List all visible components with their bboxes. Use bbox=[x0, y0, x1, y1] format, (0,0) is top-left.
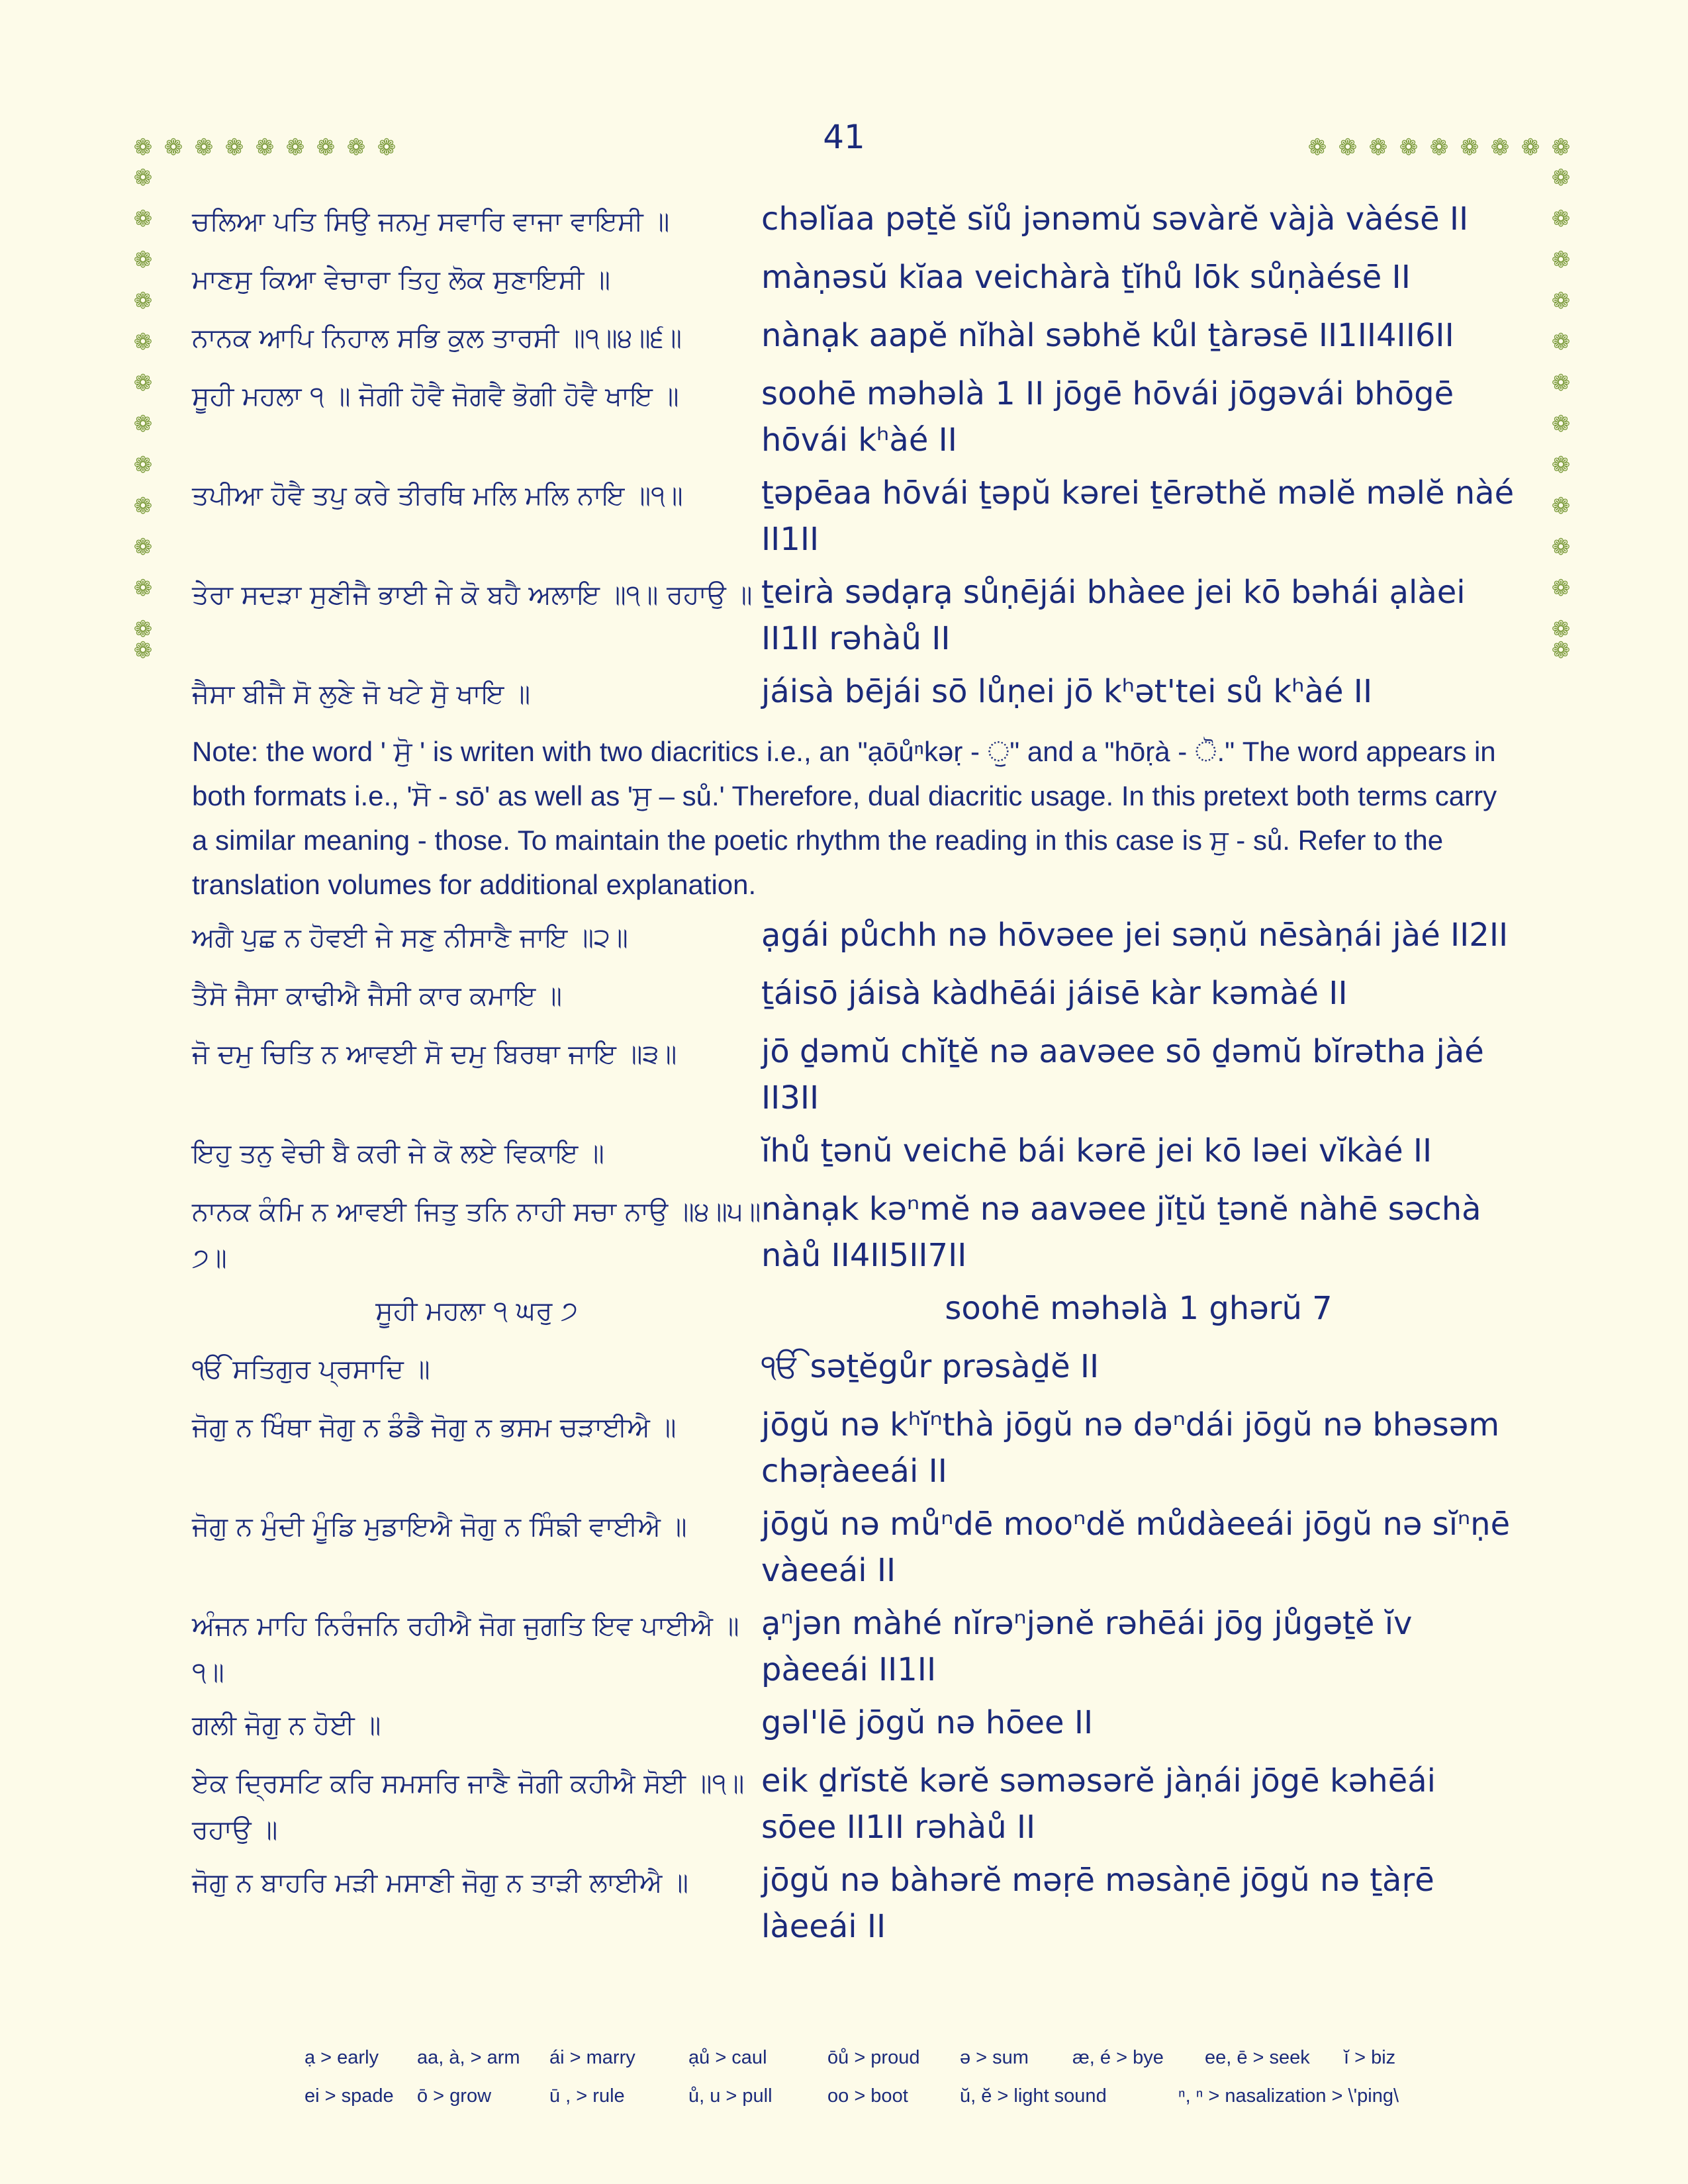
flower-icon: ❁ bbox=[1368, 134, 1388, 161]
gurmukhi-line: ਤੇਰਾ ਸਦੜਾ ਸੁਣੀਜੈ ਭਾਈ ਜੇ ਕੋ ਬਹੈ ਅਲਾਇ ॥੧॥ ਰਹਾਉ ॥ bbox=[192, 580, 753, 610]
flower-icon: ❁ bbox=[194, 134, 214, 161]
transliteration-line: ạⁿjən màhé nĭrəⁿjənĕ rəhēái jōg jůgəṯĕ ĭv pàeeái II1II bbox=[761, 1605, 1413, 1688]
flower-icon: ❁ bbox=[1551, 534, 1571, 561]
legend-item: ạů > caul bbox=[688, 2046, 767, 2068]
flower-icon: ❁ bbox=[1551, 134, 1571, 161]
legend-item: æ, é > bye bbox=[1072, 2046, 1164, 2068]
legend-item: ái > marry bbox=[549, 2046, 635, 2068]
transliteration-line: jáisà bējái sō lůṇei jō kʰət'tei sů kʰàé II bbox=[761, 673, 1373, 710]
flower-icon: ❁ bbox=[133, 493, 153, 520]
verse-row bbox=[192, 1343, 1516, 1402]
transliteration-line: ṯeirà sədạrạ sůṇējái bhàee jei kō bəhái ạlàei II1II rəhàů II bbox=[761, 574, 1466, 657]
transliteration-line: chəlĭaa pəṯĕ sĭů jənəmŭ səvàrĕ vàjà vàésē II bbox=[761, 201, 1469, 238]
page-number: 41 bbox=[823, 118, 865, 156]
flower-icon: ❁ bbox=[1551, 493, 1571, 520]
legend-row bbox=[305, 2038, 1470, 2077]
transliteration-line: ĭhů ṯənŭ veichē bái kərē jei kō ləei vĭkàé II bbox=[761, 1132, 1432, 1169]
gurmukhi-line: ਨਾਨਕ ਆਪਿ ਨਿਹਾਲ ਸਭਿ ਕੁਲ ਤਾਰਸੀ ॥੧॥੪॥੬॥ bbox=[192, 323, 682, 353]
flower-icon: ❁ bbox=[133, 616, 153, 643]
transliteration-line: jōgŭ nə kʰĭⁿthà jōgŭ nə dəⁿdái jōgŭ nə bhəsəm chəṛàeeái II bbox=[761, 1406, 1500, 1490]
flower-icon: ❁ bbox=[133, 329, 153, 355]
transliteration-line: ạgái půchh nə hōvəee jei səṇŭ nēsàṇái jàé II2II bbox=[761, 917, 1509, 954]
flower-icon: ❁ bbox=[1551, 165, 1571, 191]
transliteration-line: ṯəpēaa hōvái ṯəpŭ kərei ṯērəthĕ məlĕ məlĕ nàé II1II bbox=[761, 475, 1515, 558]
transliteration-line: jōgŭ nə můⁿdē mooⁿdĕ můdàeeái jōgŭ nə sĭⁿṇē vàeeái II bbox=[761, 1506, 1511, 1589]
flower-icon: ❁ bbox=[164, 134, 183, 161]
pronunciation-legend bbox=[305, 2038, 1470, 2115]
gurmukhi-line: ਜੋਗੁ ਨ ਮੁੰਦੀ ਮੂੰਡਿ ਮੁਡਾਇਐ ਜੋਗੁ ਨ ਸਿੰਙੀ ਵਾਈਐ ॥ bbox=[192, 1512, 687, 1542]
flower-icon: ❁ bbox=[1551, 288, 1571, 314]
verse-row bbox=[192, 1758, 1516, 1857]
transliteration-line: jō ḏəmŭ chĭṯĕ nə aavəee sō ḏəmŭ bĭrətha jàé II3II bbox=[761, 1033, 1484, 1116]
flower-icon: ❁ bbox=[133, 411, 153, 437]
legend-item: ə > sum bbox=[960, 2046, 1029, 2068]
section-heading bbox=[192, 1285, 1516, 1343]
flower-icon: ❁ bbox=[1551, 616, 1571, 643]
transliteration-line: gəl'lē jōgŭ nə hōee II bbox=[761, 1704, 1094, 1741]
verse-row bbox=[192, 470, 1516, 569]
verse-row bbox=[192, 1402, 1516, 1501]
gurmukhi-line: ਤੈਸੋ ਜੈਸਾ ਕਾਢੀਐ ਜੈਸੀ ਕਾਰ ਕਮਾਇ ॥ bbox=[192, 981, 562, 1011]
flower-icon: ❁ bbox=[133, 288, 153, 314]
flower-icon: ❁ bbox=[316, 134, 336, 161]
legend-item: ŭ, ĕ > light sound bbox=[960, 2085, 1107, 2107]
flower-icon: ❁ bbox=[1551, 452, 1571, 478]
gurmukhi-line: ਨਾਨਕ ਕੰਮਿ ਨ ਆਵਈ ਜਿਤੁ ਤਨਿ ਨਾਹੀ ਸਚਾ ਨਾਉ ॥੪॥੫॥੭॥ bbox=[192, 1197, 761, 1273]
flower-icon: ❁ bbox=[346, 134, 366, 161]
legend-item: ⁿ, ⁿ > nasalization > \'ping\ bbox=[1178, 2085, 1399, 2107]
gurmukhi-line: ਤਪੀਆ ਹੋਵੈ ਤਪੁ ਕਰੇ ਤੀਰਥਿ ਮਲਿ ਮਲਿ ਨਾਇ ॥੧॥ bbox=[192, 480, 683, 511]
flower-icon: ❁ bbox=[1551, 247, 1571, 273]
verse-row bbox=[192, 1700, 1516, 1758]
legend-item: ō > grow bbox=[417, 2085, 492, 2107]
flower-icon: ❁ bbox=[1460, 134, 1479, 161]
flower-icon: ❁ bbox=[1551, 575, 1571, 602]
legend-item: ū , > rule bbox=[549, 2085, 625, 2107]
flower-icon: ❁ bbox=[1307, 134, 1327, 161]
transliteration-line: soohē məhəlà 1 II jōgē hōvái jōgəvái bhōgē hōvái kʰàé II bbox=[761, 375, 1454, 459]
flower-icon: ❁ bbox=[133, 247, 153, 273]
gurmukhi-line: ਗਲੀ ਜੋਗੁ ਨ ਹੋਈ ॥ bbox=[192, 1710, 381, 1741]
verse-row bbox=[192, 196, 1516, 254]
flower-icon: ❁ bbox=[133, 134, 153, 161]
verse-row bbox=[192, 1186, 1516, 1285]
transliteration-line: ṯáisō jáisà kàdhēái jáisē kàr kəmàé II bbox=[761, 975, 1348, 1012]
heading-gurmukhi: ਸੂਹੀ ਮਹਲਾ ੧ ਘਰੁ ੭ bbox=[375, 1296, 578, 1326]
legend-item: ů, u > pull bbox=[688, 2085, 773, 2107]
flower-icon: ❁ bbox=[133, 534, 153, 561]
transliteration-line: jōgŭ nə bàhərĕ məṛē məsàṇē jōgŭ nə ṯàṛē làeeái II bbox=[761, 1862, 1434, 1945]
flower-icon: ❁ bbox=[255, 134, 275, 161]
verse-row bbox=[192, 912, 1516, 970]
flower-icon: ❁ bbox=[133, 452, 153, 478]
gurmukhi-line: ਮਾਣਸੁ ਕਿਆ ਵੇਚਾਰਾ ਤਿਹੁ ਲੋਕ ਸੁਣਾਇਸੀ ॥ bbox=[192, 265, 610, 295]
flower-icon: ❁ bbox=[1338, 134, 1358, 161]
footnote-text: Note: the word ' ਸੁੋ ' is writen with two diacritics i.e., an "ạōůⁿkəṛ - ੁ" and a "hōṛà - ੋ." The word appears in both formats i.e., 'ਸੋ - sō' as well as 'ਸੁ – sů.' Therefore, dual diacritic usage. In this pretext both terms carry a similar meaning - those. To maintain the poetic rhythm the reading in this case is ਸੁ - sů. Refer to the translation volumes for additional explanation. bbox=[192, 736, 1497, 900]
flower-icon: ❁ bbox=[1551, 411, 1571, 437]
flower-icon: ❁ bbox=[1399, 134, 1419, 161]
legend-item: ee, ē > seek bbox=[1205, 2046, 1310, 2068]
gurmukhi-line: ਇਹੁ ਤਨੁ ਵੇਚੀ ਬੈ ਕਰੀ ਜੇ ਕੋ ਲਏ ਵਿਕਾਇ ॥ bbox=[192, 1138, 604, 1169]
legend-item: ei > spade bbox=[305, 2085, 394, 2107]
verse-row bbox=[192, 371, 1516, 470]
flower-icon: ❁ bbox=[1551, 637, 1571, 664]
gurmukhi-line: ਜੋਗੁ ਨ ਬਾਹਰਿ ਮੜੀ ਮਸਾਣੀ ਜੋਗੁ ਨ ਤਾੜੀ ਲਾਈਐ ॥ bbox=[192, 1868, 688, 1898]
flower-icon: ❁ bbox=[1551, 206, 1571, 232]
flower-icon: ❁ bbox=[133, 575, 153, 602]
gurmukhi-line: ਅੰਜਨ ਮਾਹਿ ਨਿਰੰਜਨਿ ਰਹੀਐ ਜੋਗ ਜੁਗਤਿ ਇਵ ਪਾਈਐ ॥੧॥ bbox=[192, 1611, 739, 1688]
verse-row bbox=[192, 970, 1516, 1028]
verse-row bbox=[192, 569, 1516, 668]
gurmukhi-line: ਚਲਿਆ ਪਤਿ ਸਿਉ ਜਨਮੁ ਸਵਾਰਿ ਵਾਜਾ ਵਾਇਸੀ ॥ bbox=[192, 206, 670, 237]
flower-icon: ❁ bbox=[1521, 134, 1540, 161]
gurmukhi-line: ਅਗੈ ਪੁਛ ਨ ਹੋਵਈ ਜੇ ਸਣੁ ਨੀਸਾਣੈ ਜਾਇ ॥੨॥ bbox=[192, 923, 628, 953]
flower-icon: ❁ bbox=[133, 165, 153, 191]
flower-icon: ❁ bbox=[1429, 134, 1449, 161]
verse-row bbox=[192, 1600, 1516, 1700]
heading-transliteration: soohē məhəlà 1 ghərŭ 7 bbox=[945, 1290, 1333, 1327]
flower-icon: ❁ bbox=[1551, 370, 1571, 396]
gurmukhi-line: ਏਕ ਦ੍ਰਿਸਟਿ ਕਰਿ ਸਮਸਰਿ ਜਾਣੈ ਜੋਗੀ ਕਹੀਐ ਸੋਈ ॥੧॥ ਰਹਾਉ ॥ bbox=[192, 1768, 745, 1845]
verse-row bbox=[192, 254, 1516, 312]
legend-item: ōů > proud bbox=[827, 2046, 920, 2068]
transliteration-line: nànạk kəⁿmĕ nə aavəee jĭṯŭ ṯənĕ nàhē səchà nàů II4II5II7II bbox=[761, 1191, 1481, 1274]
flower-icon: ❁ bbox=[224, 134, 244, 161]
flower-icon: ❁ bbox=[377, 134, 397, 161]
flower-icon: ❁ bbox=[133, 206, 153, 232]
verse-row bbox=[192, 668, 1516, 721]
transliteration-line: ੴ səṯĕgůr prəsàḏĕ II bbox=[761, 1348, 1100, 1385]
gurmukhi-line: ੴ ਸਤਿਗੁਰ ਪ੍ਰਸਾਦਿ ॥ bbox=[192, 1354, 430, 1385]
transliteration-line: màṇəsŭ kĭaa veichàrà ṯĭhů lōk sůṇàésē II bbox=[761, 259, 1411, 296]
verse-content bbox=[192, 196, 1516, 1956]
transliteration-line: eik ḏrĭstĕ kərĕ səməsərĕ jàṇái jōgē kəhēái sōee II1II rəhàů II bbox=[761, 1762, 1436, 1846]
gurmukhi-line: ਜੋਗੁ ਨ ਖਿੰਥਾ ਜੋਗੁ ਨ ਡੰਡੈ ਜੋਗੁ ਨ ਭਸਮ ਚੜਾਈਐ ॥ bbox=[192, 1412, 677, 1443]
flower-icon: ❁ bbox=[1551, 329, 1571, 355]
transliteration-line: nànạk aapĕ nĭhàl səbhĕ kůl ṯàrəsē II1II4II6II bbox=[761, 317, 1454, 354]
gurmukhi-line: ਜੈਸਾ ਬੀਜੈ ਸੋ ਲੁਣੇ ਜੋ ਖਟੇ ਸੁੋ ਖਾਇ ॥ bbox=[192, 679, 531, 709]
legend-row bbox=[305, 2077, 1470, 2115]
legend-item: ĭ > biz bbox=[1344, 2046, 1396, 2068]
legend-item: ạ > early bbox=[305, 2046, 379, 2068]
flower-icon: ❁ bbox=[285, 134, 305, 161]
verse-row bbox=[192, 1028, 1516, 1128]
verse-row bbox=[192, 1501, 1516, 1600]
flower-icon: ❁ bbox=[133, 637, 153, 664]
legend-item: aa, à, > arm bbox=[417, 2046, 520, 2068]
gurmukhi-line: ਜੋ ਦਮੁ ਚਿਤਿ ਨ ਆਵਈ ਸੋ ਦਮੁ ਬਿਰਥਾ ਜਾਇ ॥੩॥ bbox=[192, 1039, 677, 1069]
flower-icon: ❁ bbox=[133, 370, 153, 396]
flower-icon: ❁ bbox=[1490, 134, 1510, 161]
legend-item: oo > boot bbox=[827, 2085, 908, 2107]
verse-row bbox=[192, 1128, 1516, 1186]
verse-row bbox=[192, 312, 1516, 371]
verse-row bbox=[192, 1857, 1516, 1956]
gurmukhi-line: ਸੂਹੀ ਮਹਲਾ ੧ ॥ ਜੋਗੀ ਹੋਵੈ ਜੋਗਵੈ ਭੋਗੀ ਹੋਵੈ ਖਾਇ ॥ bbox=[192, 381, 679, 412]
